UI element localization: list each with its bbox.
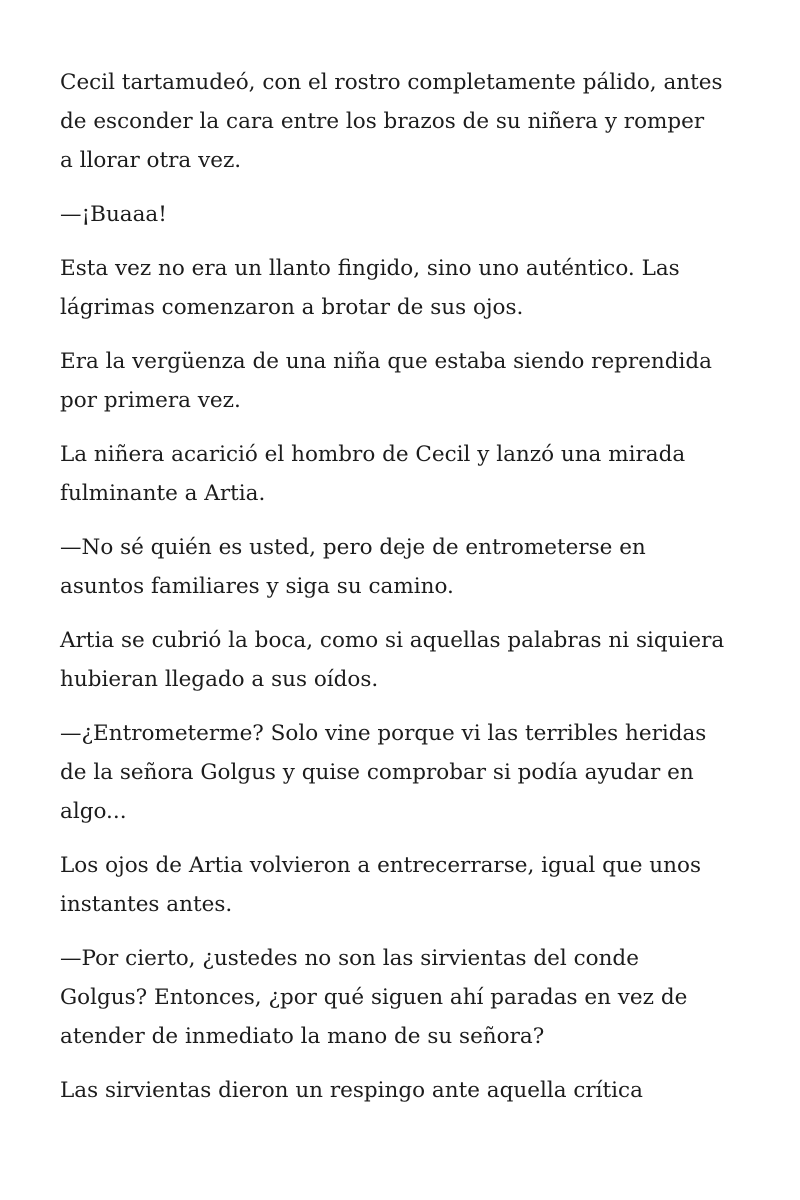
text-line: —¡Buaaa! xyxy=(60,202,167,227)
text-line: Artia se cubrió la boca, como si aquellas palabras ni siquiera xyxy=(60,628,725,653)
text-line: lágrimas comenzaron a brotar de sus ojos. xyxy=(60,295,524,320)
text-line: de esconder la cara entre los brazos de su niñera y romper xyxy=(60,109,705,134)
text-line: —Por cierto, ¿ustedes no son las sirvientas del conde xyxy=(60,946,639,971)
paragraph xyxy=(60,1071,750,1110)
text-line: de la señora Golgus y quise comprobar si podía ayudar en xyxy=(60,760,694,785)
text-line: Golgus? Entonces, ¿por qué siguen ahí paradas en vez de xyxy=(60,985,688,1010)
text-line: —¿Entrometerme? Solo vine porque vi las terribles heridas xyxy=(60,721,707,746)
paragraph xyxy=(60,195,750,234)
paragraph xyxy=(60,435,750,513)
document-page xyxy=(60,63,750,1125)
paragraph xyxy=(60,939,750,1056)
text-line: atender de inmediato la mano de su señora? xyxy=(60,1024,545,1049)
paragraph xyxy=(60,528,750,606)
paragraph xyxy=(60,846,750,924)
text-line: fulminante a Artia. xyxy=(60,481,266,506)
text-line: asuntos familiares y siga su camino. xyxy=(60,574,454,599)
text-line: por primera vez. xyxy=(60,388,241,413)
text-line: —No sé quién es usted, pero deje de entrometerse en xyxy=(60,535,646,560)
paragraph xyxy=(60,342,750,420)
text-line: Cecil tartamudeó, con el rostro completamente pálido, antes xyxy=(60,70,723,95)
text-line: Los ojos de Artia volvieron a entrecerrarse, igual que unos xyxy=(60,853,701,878)
text-line: La niñera acarició el hombro de Cecil y lanzó una mirada xyxy=(60,442,686,467)
paragraph xyxy=(60,249,750,327)
text-line: instantes antes. xyxy=(60,892,233,917)
text-line: a llorar otra vez. xyxy=(60,148,242,173)
text-line: algo... xyxy=(60,799,127,824)
paragraph xyxy=(60,63,750,180)
text-line: Las sirvientas dieron un respingo ante aquella crítica xyxy=(60,1078,643,1103)
paragraph xyxy=(60,621,750,699)
text-line: Esta vez no era un llanto fingido, sino uno auténtico. Las xyxy=(60,256,680,281)
paragraph xyxy=(60,714,750,831)
text-line: Era la vergüenza de una niña que estaba siendo reprendida xyxy=(60,349,713,374)
text-line: hubieran llegado a sus oídos. xyxy=(60,667,379,692)
